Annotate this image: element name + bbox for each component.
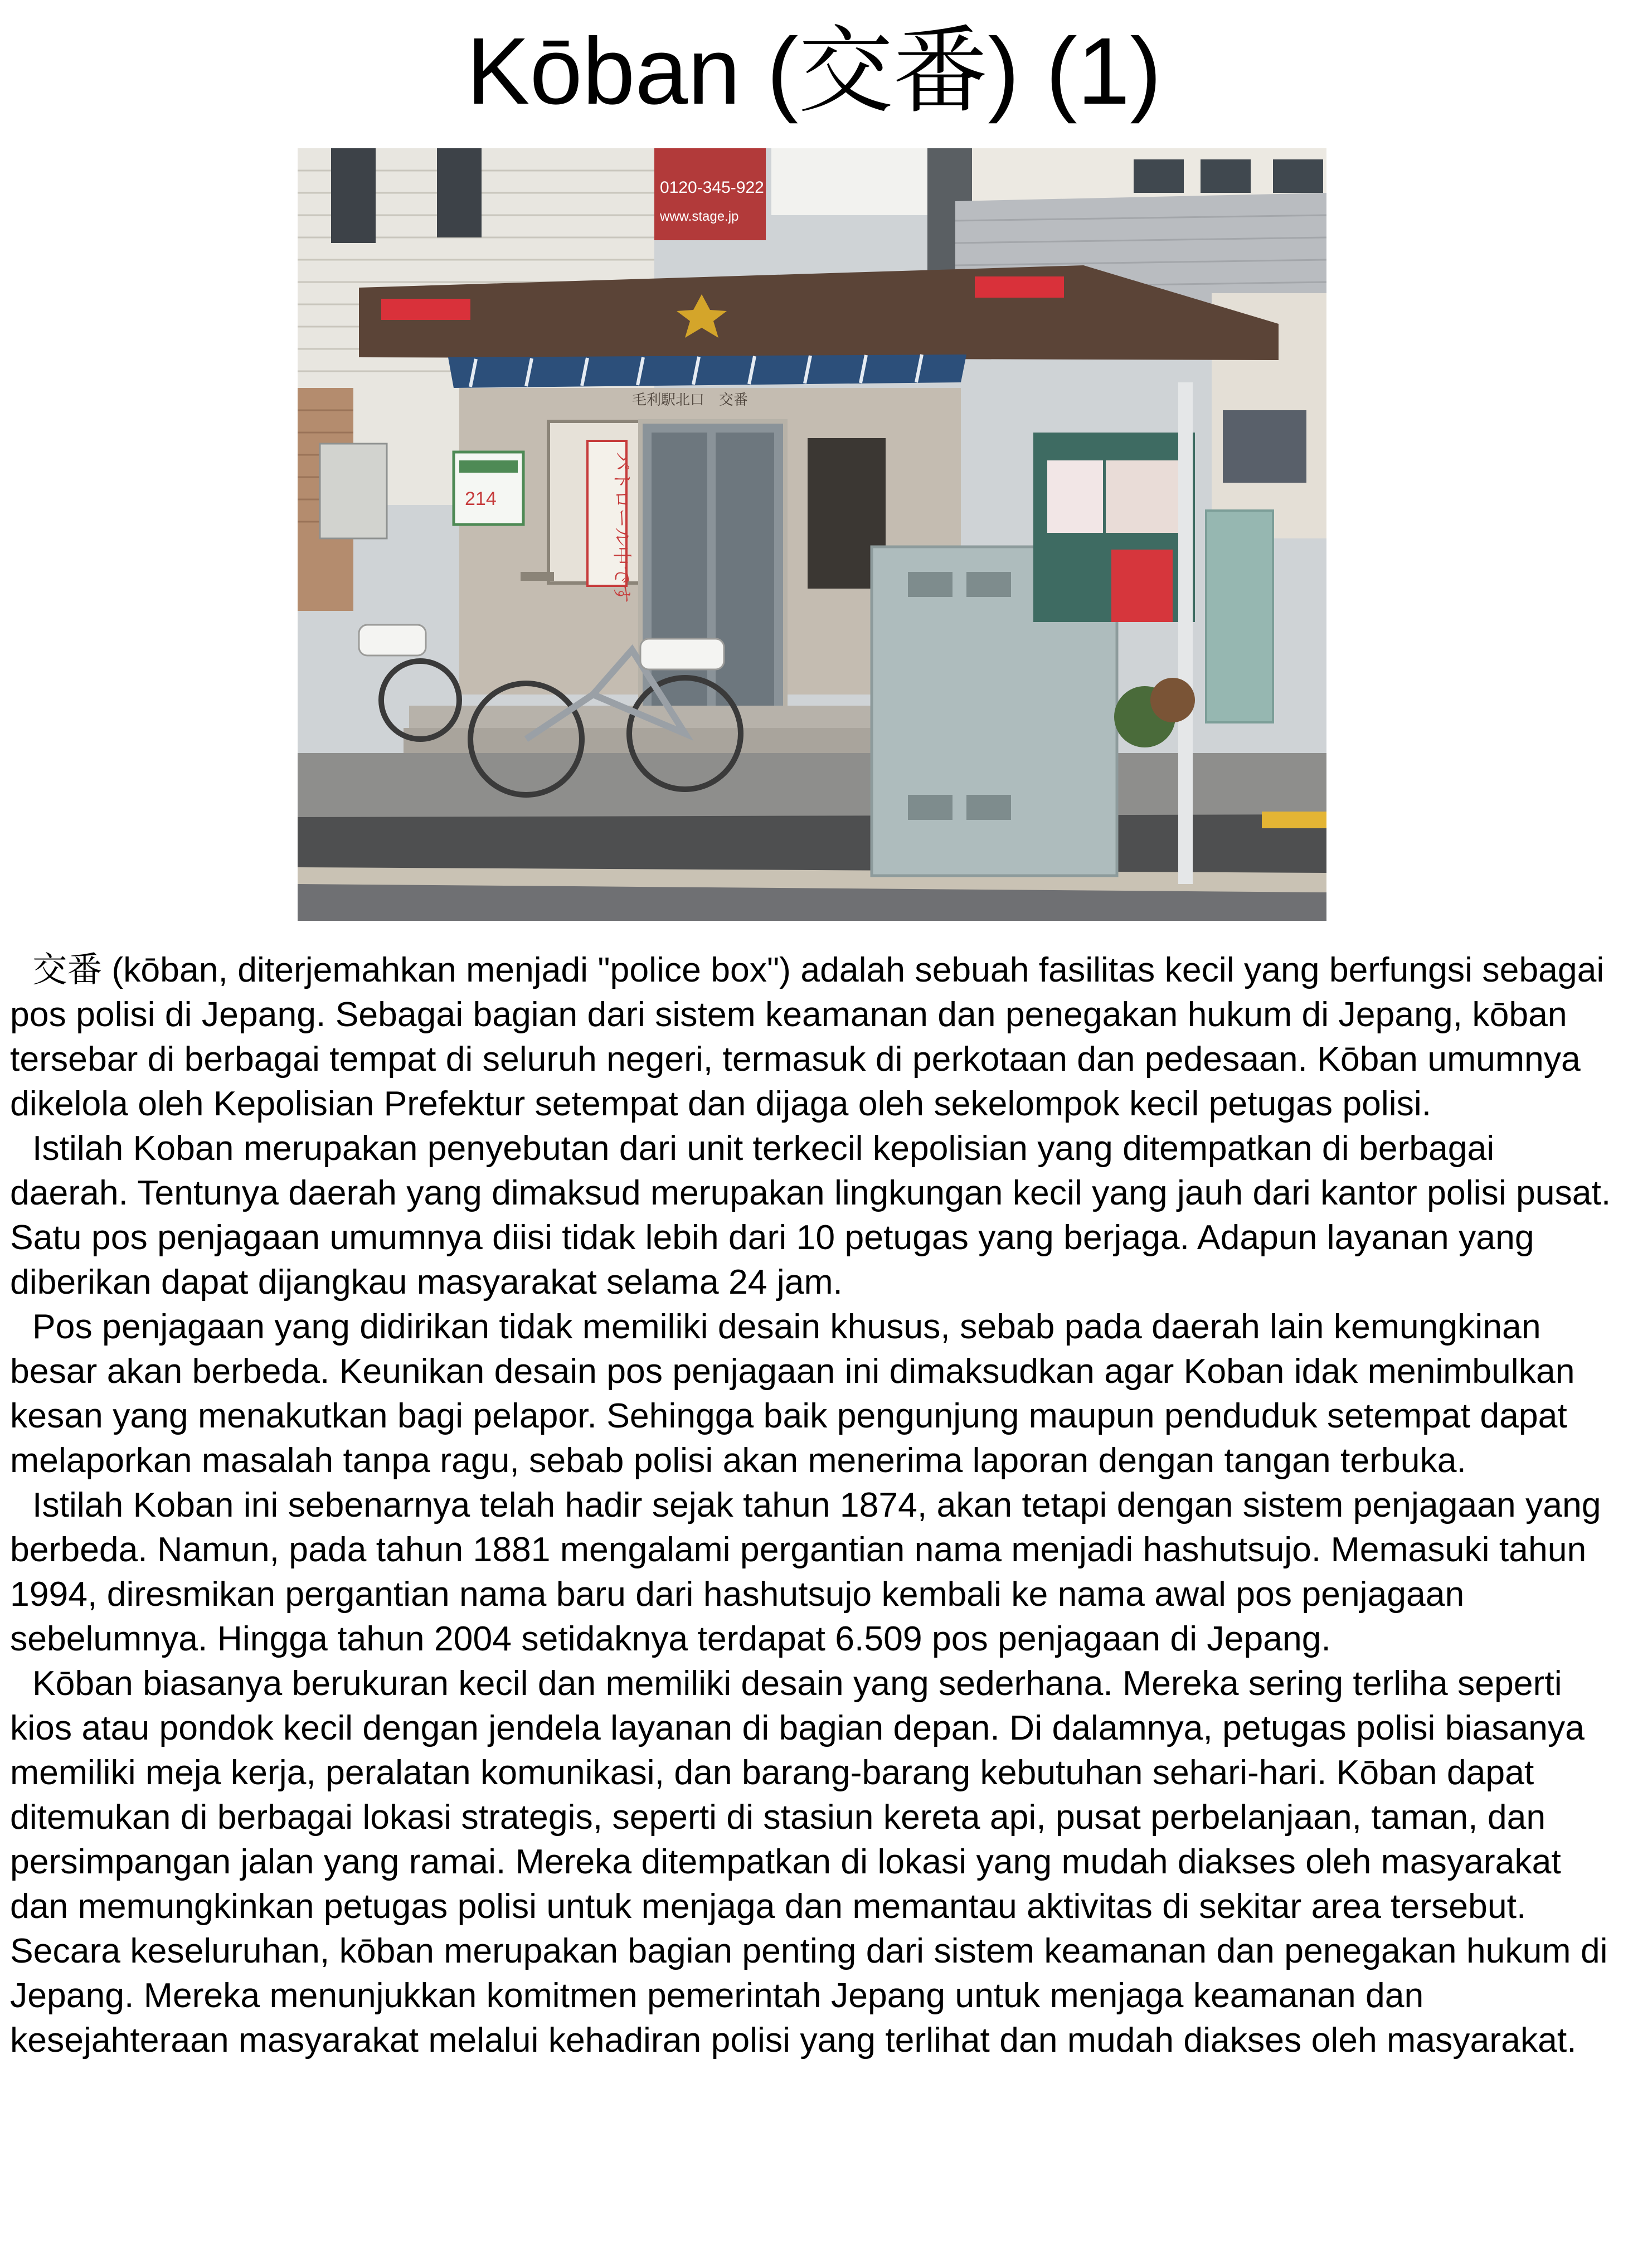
billboard-phone: 0120-345-922 <box>660 178 764 197</box>
accident-counter-value: 214 <box>465 488 497 509</box>
article-paragraph: Kōban biasanya berukuran kecil dan memiliki desain yang sederhana. Mereka sering terliha seperti kios atau pondok kecil dengan jendela layanan di bagian depan. Di dalamnya, petugas polisi biasanya memiliki meja kerja, peralatan komunikasi, dan barang-barang kebutuhan sehari-hari. Kōban dapat ditemukan di berbagai lokasi strategis, seperti di stasiun kereta api, pusat perbelanjaan, taman, dan persimpangan jalan yang ramai. Mereka ditempatkan di lokasi yang mudah diakses oleh masyarakat dan memungkinkan petugas polisi untuk menjaga dan memantau aktivitas di sekitar area tersebut. Secara keseluruhan, kōban merupakan bagian penting dari sistem keamanan dan penegakan hukum di Jepang. Mereka menunjukkan komitmen pemerintah Jepang untuk menjaga keamanan dan kesejahteraan masyarakat melalui kehadiran polisi yang terlihat dan mudah diakses oleh masyarakat. <box>10 1664 1608 2060</box>
article-body <box>10 948 1618 2062</box>
sign-pole <box>1178 382 1193 884</box>
koban-photo-illustration <box>298 148 1326 921</box>
billboard-url: www.stage.jp <box>660 209 739 224</box>
article-paragraph: 交番 (kōban, diterjemahkan menjadi "police box") adalah sebuah fasilitas kecil yang berfungsi sebagai pos polisi di Jepang. Sebagai bagian dari sistem keamanan dan penegakan hukum di Jepang, kōban tersebar di berbagai tempat di seluruh negeri, termasuk di perkotaan dan pedesaan. Kōban umumnya dikelola oleh Kepolisian Prefektur setempat dan dijaga oleh sekelompok kecil petugas polisi. <box>10 950 1605 1123</box>
article-paragraph: Pos penjagaan yang didirikan tidak memiliki desain khusus, sebab pada daerah lain kemungkinan besar akan berbeda. Keunikan desain pos penjagaan ini dimaksudkan agar Koban idak menimbulkan kesan yang menakutkan bagi pelapor. Sehingga baik pengunjung maupun penduduk setempat dapat melaporkan masalah tanpa ragu, sebab polisi akan menerima laporan dengan tangan terbuka. <box>10 1307 1575 1480</box>
article-paragraph: Istilah Koban ini sebenarnya telah hadir sejak tahun 1874, akan tetapi dengan sistem penjagaan yang berbeda. Namun, pada tahun 1881 mengalami pergantian nama menjadi hashutsujo. Memasuki tahun 1994, diresmikan pergantian nama baru dari hashutsujo kembali ke nama awal pos penjagaan sebelumnya. Hingga tahun 2004 setidaknya terdapat 6.509 pos penjagaan di Jepang. <box>10 1485 1601 1658</box>
article-paragraph: Istilah Koban merupakan penyebutan dari unit terkecil kepolisian yang ditempatkan di berbagai daerah. Tentunya daerah yang dimaksud merupakan lingkungan kecil yang jauh dari kantor polisi pusat. Satu pos penjagaan umumnya diisi tidak lebih dari 10 petugas yang berjaga. Adapun layanan yang diberikan dapat dijangkau masyarakat selama 24 jam. <box>10 1129 1611 1301</box>
patrol-notice-text: パトロール中です <box>610 452 633 603</box>
koban-name-sign: 毛利駅北口 交番 <box>632 392 749 409</box>
koban-photo <box>298 148 1326 921</box>
page-title: Kōban (交番) (1) <box>466 18 1162 124</box>
